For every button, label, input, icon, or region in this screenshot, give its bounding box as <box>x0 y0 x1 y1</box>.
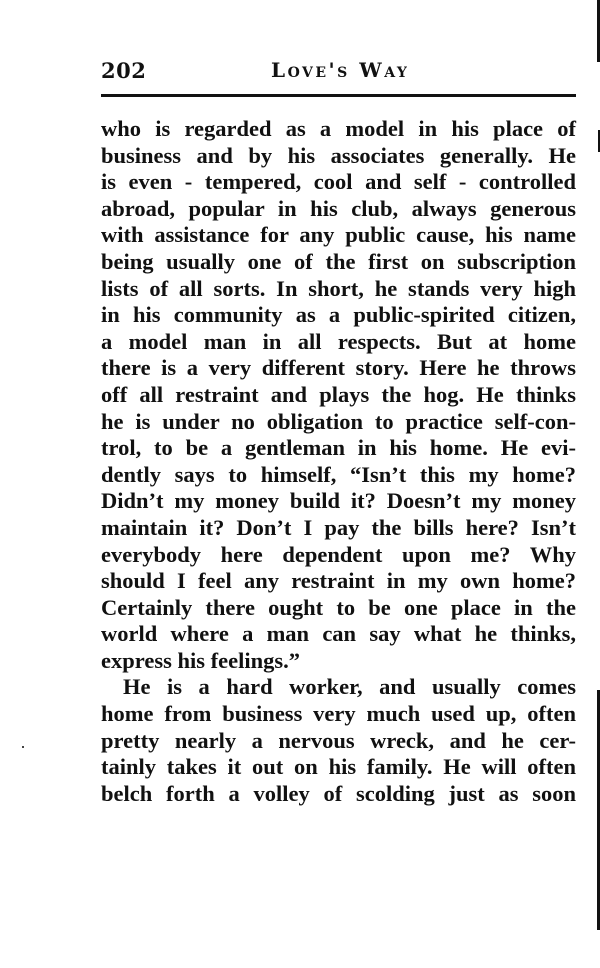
scan-speck <box>22 746 24 748</box>
running-title: Love's Way <box>271 58 410 82</box>
text-line: lists of all sorts. In short, he stands very high <box>101 275 576 301</box>
text-line: tainly takes it out on his family. He will often <box>101 754 576 780</box>
text-line: with assistance for any public cause, his name <box>101 222 576 248</box>
header-rule <box>101 94 576 97</box>
text-line: business and by his associates generally. He <box>101 142 576 168</box>
text-line: belch forth a volley of scolding just as soon <box>101 780 576 806</box>
text-line: there is a very different story. Here he throws <box>101 355 576 381</box>
text-line: trol, to be a gentleman in his home. He evi- <box>101 435 576 461</box>
text-line: off all restraint and plays the hog. He thinks <box>101 381 576 407</box>
page-number: 202 <box>101 58 147 83</box>
text-line: in his community as a public-spirited citizen, <box>101 302 576 328</box>
text-line: maintain it? Don’t I pay the bills here? Isn’t <box>101 514 576 540</box>
text-line: abroad, popular in his club, always generous <box>101 195 576 221</box>
text-line: home from business very much used up, often <box>101 701 576 727</box>
text-line: a model man in all respects. But at home <box>101 328 576 354</box>
text-line: should I feel any restraint in my own home? <box>101 568 576 594</box>
text-line: Certainly there ought to be one place in the <box>101 594 576 620</box>
text-line-paragraph-start: He is a hard worker, and usually comes <box>123 674 576 700</box>
text-line-paragraph-end: express his feelings.” <box>101 647 300 673</box>
text-line: being usually one of the first on subscription <box>101 248 576 274</box>
body-text <box>101 116 576 807</box>
text-line: pretty nearly a nervous wreck, and he cer- <box>101 727 576 753</box>
page-header <box>101 58 576 88</box>
text-line: he is under no obligation to practice self-con- <box>101 408 576 434</box>
text-line: world where a man can say what he thinks, <box>101 621 576 647</box>
text-line: who is regarded as a model in his place of <box>101 116 576 141</box>
text-line: everybody here dependent upon me? Why <box>101 541 576 567</box>
text-line: dently says to himself, “Isn’t this my home? <box>101 461 576 487</box>
text-line: Didn’t my money build it? Doesn’t my money <box>101 488 576 514</box>
text-line: is even - tempered, cool and self - controlled <box>101 169 576 195</box>
